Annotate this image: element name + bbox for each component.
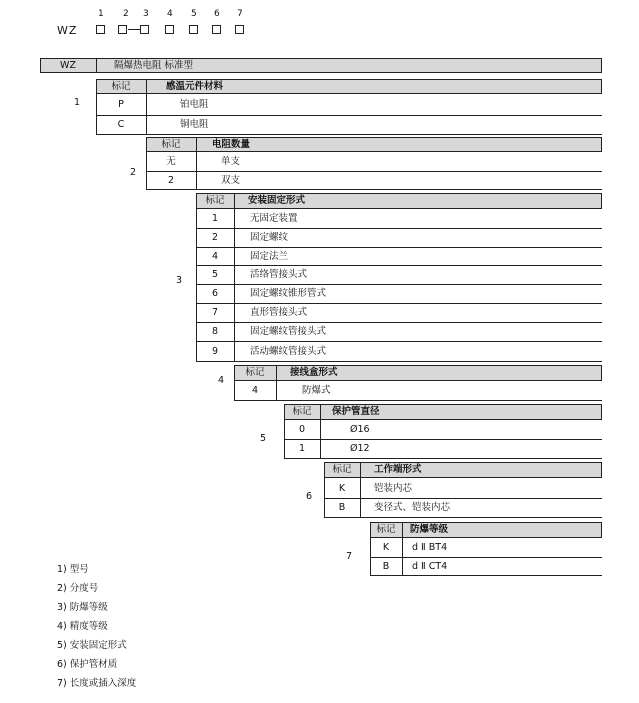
note-3: 3) 防爆等级 <box>57 602 108 613</box>
sec6-header <box>324 462 602 478</box>
sec4-header-mark: 标记 <box>245 367 265 379</box>
sec5-row-2-desc: Ø12 <box>350 443 370 455</box>
sec1-row-2-mark: C <box>117 119 125 131</box>
code-position-4: 4 <box>167 9 173 19</box>
code-position-1: 1 <box>98 9 104 19</box>
sec3-row-6-desc: 直形管接头式 <box>250 307 308 319</box>
sec5-row-1-mark: 0 <box>298 424 306 436</box>
sec5-number: 5 <box>259 433 267 445</box>
sec3-row-7-mark: 8 <box>211 326 219 338</box>
sec3-row-3-mark: 4 <box>211 250 219 262</box>
sec5-header-mark: 标记 <box>292 406 312 418</box>
note-1: 1) 型号 <box>57 564 89 575</box>
sec7-row-2-mark: B <box>382 560 390 572</box>
sec4-row-1-desc: 防爆式 <box>302 385 331 397</box>
sec7-header-desc: 防爆等级 <box>410 524 449 536</box>
code-dash <box>128 29 140 30</box>
sec3-row-3-desc: 固定法兰 <box>250 250 289 262</box>
sec3-row-6-mark: 7 <box>211 307 219 319</box>
sec6-row-1-mark: K <box>338 482 346 494</box>
sec7-header <box>370 522 602 538</box>
sec3-row-1-desc: 无固定装置 <box>250 213 298 225</box>
code-position-6: 6 <box>214 9 220 19</box>
sec6-header-desc: 工作端形式 <box>374 464 422 476</box>
sec2-row-1-desc: 单支 <box>221 156 241 168</box>
sec7-row-1-desc: d Ⅱ BT4 <box>412 542 448 554</box>
sec1-number: 1 <box>73 97 81 109</box>
sec1-header-desc: 感温元件材料 <box>166 80 224 92</box>
code-position-2: 2 <box>123 9 129 19</box>
sec4-number: 4 <box>217 375 225 387</box>
code-position-3: 3 <box>143 9 149 19</box>
sec7-row-1-mark: K <box>382 542 390 554</box>
sec2-row-1-mark: 无 <box>166 156 176 168</box>
code-box-6 <box>212 25 221 34</box>
code-box-1 <box>96 25 105 34</box>
note-4: 4) 精度等级 <box>57 621 108 632</box>
sec6-number: 6 <box>305 491 313 503</box>
sec5-row-2-mark: 1 <box>298 443 306 455</box>
sec3-row-5-desc: 固定螺纹锥形管式 <box>250 288 327 300</box>
note-2: 2) 分度号 <box>57 583 99 594</box>
sec2-row-2-mark: 2 <box>167 174 175 186</box>
sec3-header-mark: 标记 <box>205 195 225 207</box>
code-box-2 <box>118 25 127 34</box>
code-position-7: 7 <box>237 9 243 19</box>
sec3-row-4-desc: 活络管接头式 <box>250 269 308 281</box>
sec1-row-1-desc: 铂电阻 <box>180 99 209 111</box>
sec3-row-7-desc: 固定螺纹管接头式 <box>250 326 327 338</box>
sec2-header-mark: 标记 <box>161 138 181 150</box>
model-desc: 隔爆热电阻 标准型 <box>114 59 194 71</box>
code-box-4 <box>165 25 174 34</box>
sec3-row-8-desc: 活动螺纹管接头式 <box>250 345 327 357</box>
sec3-number: 3 <box>175 275 183 287</box>
sec6-row-2-desc: 变径式、铠装内芯 <box>374 502 451 514</box>
sec2-header-desc: 电阻数量 <box>212 138 251 150</box>
sec6-header-mark: 标记 <box>332 464 352 476</box>
sec3-row-8-mark: 9 <box>211 345 219 357</box>
note-5: 5) 安装固定形式 <box>57 640 127 651</box>
sec5-header-desc: 保护管直径 <box>332 406 380 418</box>
sec3-row-5-mark: 6 <box>211 288 219 300</box>
sec2-row-2-desc: 双支 <box>221 174 241 186</box>
sec4-row-1-mark: 4 <box>251 385 259 397</box>
code-box-7 <box>235 25 244 34</box>
sec3-row-4-mark: 5 <box>211 269 219 281</box>
sec3-row-2-mark: 2 <box>211 232 219 244</box>
sec7-row-2-desc: d Ⅱ CT4 <box>412 560 448 572</box>
sec3-row-1-mark: 1 <box>211 213 219 225</box>
code-box-5 <box>189 25 198 34</box>
sec7-header-mark: 标记 <box>376 524 396 536</box>
code-prefix: WZ <box>57 24 78 37</box>
note-6: 6) 保护管材质 <box>57 659 118 670</box>
sec2-number: 2 <box>129 167 137 179</box>
sec7-number: 7 <box>345 551 353 563</box>
model-code: WZ <box>60 59 76 71</box>
sec1-row-2-desc: 铜电阻 <box>180 119 209 131</box>
sec1-header-mark: 标记 <box>111 80 131 92</box>
code-box-3 <box>140 25 149 34</box>
note-7: 7) 长度或插入深度 <box>57 678 137 689</box>
sec1-row-1-mark: P <box>118 99 124 111</box>
sec4-header-desc: 接线盒形式 <box>290 367 338 379</box>
sec5-row-1-desc: Ø16 <box>350 424 370 436</box>
sec6-row-2-mark: B <box>338 502 346 514</box>
sec6-row-1-desc: 铠装内芯 <box>374 482 413 494</box>
code-position-5: 5 <box>191 9 197 19</box>
sec3-row-2-desc: 固定螺纹 <box>250 232 289 244</box>
sec3-header-desc: 安装固定形式 <box>248 195 306 207</box>
